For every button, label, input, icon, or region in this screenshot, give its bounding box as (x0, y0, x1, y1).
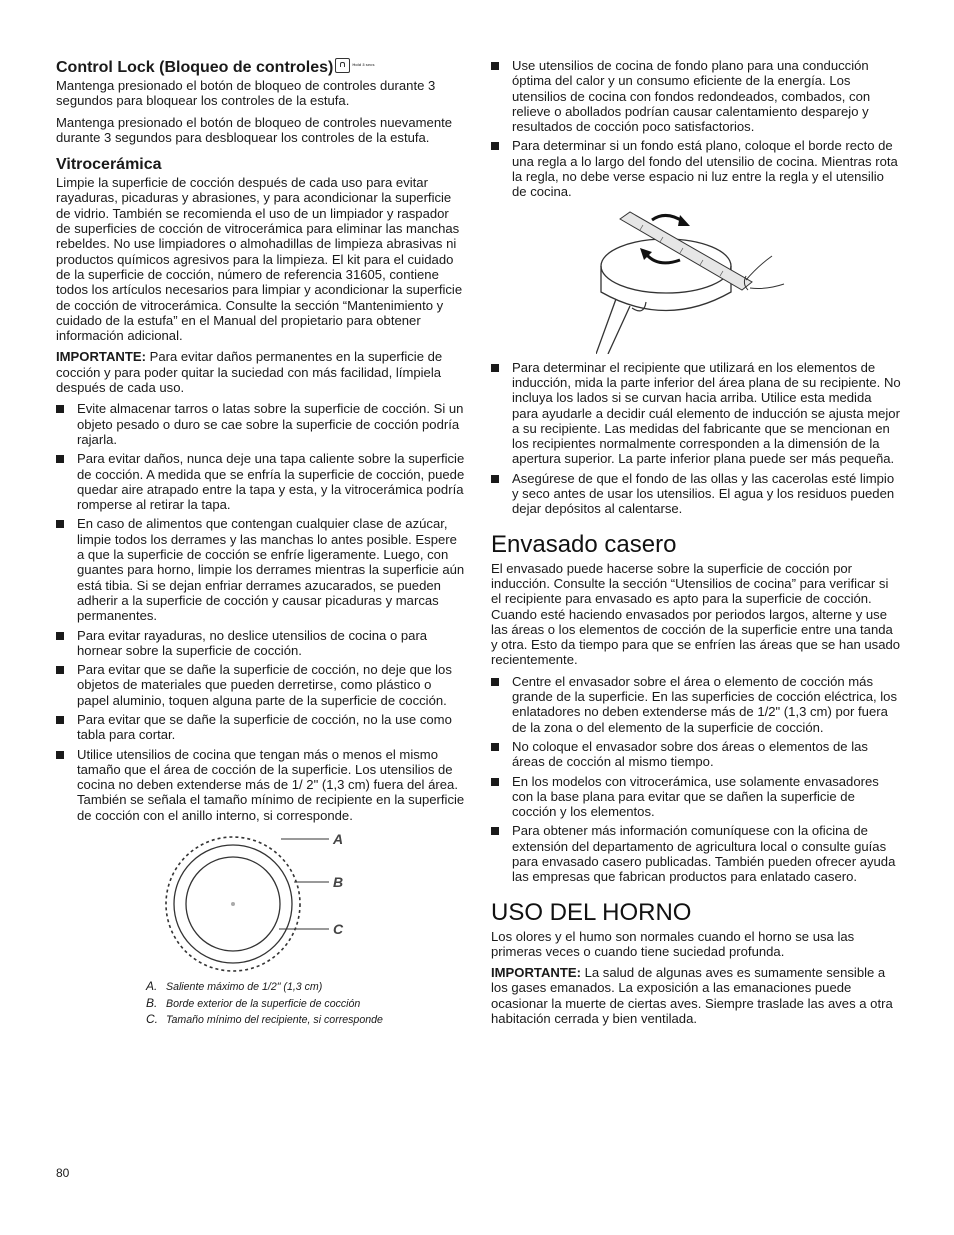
vitro-heading: Vitrocerámica (56, 156, 162, 174)
vitro-paragraph: Limpie la superficie de cocción después de cada uso para evitar rayaduras, picaduras y abrasiones, y para acondicionar la superficie de vidrio. También se recomienda el uso de un limpiador y raspador de superficies de cocción de vitrocerámica para eliminar las manchas rebeldes. No use limpiadores o almohadillas de limpieza abrasivas ni productos químicos agresivos para la limpieza. El kit para el cuidado de la superficie de cocción, número de referencia 31605, contiene todos los artículos necesarios para limpiar y acondicionar la superficie de cocción de vitrocerámica. Consulte la sección “Mantenimiento y cuidado de la estufa” en el Manual del propietario para obtener información adicional. (56, 175, 463, 344)
ruler-figure (491, 204, 901, 354)
list-item: Asegúrese de que el fondo de las ollas y las cacerolas esté limpio y seco antes de usar los utensilios. El agua y los residuos pueden dejar depósitos al calentarse. (491, 471, 901, 517)
caption-b: B. Borde exterior de la superficie de cocción (146, 995, 361, 1010)
cookware-bullet-list (491, 58, 901, 200)
list-item: Para evitar rayaduras, no deslice utensilios de cocina o para hornear sobre la superficie de cocción. (56, 628, 466, 659)
right-column (491, 58, 901, 1032)
caption-a: A. Saliente máximo de 1/2" (1,3 cm) (146, 979, 323, 994)
list-item: No coloque el envasador sobre dos áreas o elementos de las áreas de cocción al mismo tiempo. (491, 739, 901, 770)
list-item: En los modelos con vitrocerámica, use solamente envasadores con la base plana para evitar que se dañen la superficie de cocción y los elementos. (491, 774, 901, 820)
list-item: Utilice utensilios de cocina que tengan más o menos el mismo tamaño que el área de cocción de la superficie. Los utensilios de cocina no deben extenderse más de 1/ 2" (1,3 cm) fuera del área. También se señala el tamaño mínimo de recipiente en la superficie de cocción con el anillo interno, si corresponde. (56, 747, 466, 823)
control-lock-paragraph-1: Mantenga presionado el botón de bloqueo de controles durante 3 segundos para bloquear los controles de la estufa. (56, 78, 436, 109)
list-item: Centre el envasador sobre el área o elemento de cocción más grande de la superficie. En las superficies de cocción eléctrica, los enlatadores no deben extenderse más de 1/2" (1,3 cm) por fuera de la zona o del elemento de la superficie de cocción. (491, 674, 901, 735)
oven-paragraph: Los olores y el humo son normales cuando el horno se usa las primeras veces o cuando tiene suciedad profunda. (491, 928, 855, 959)
oven-important: IMPORTANTE: La salud de algunas aves es sumamente sensible a los gases emanados. La exposición a las emanaciones puede ocasionar la muerte de ciertas aves. Siempre traslade las aves a otra habitación cerrada y bien ventilada. (491, 965, 893, 1027)
control-lock-heading: Control Lock (Bloqueo de controles) $^{Hold 3 secs}$ (56, 59, 375, 76)
list-item: Evite almacenar tarros o latas sobre la superficie de cocción. Si un objeto pesado o duro se cae sobre la superficie de cocción podría rajarla. (56, 401, 466, 447)
cooking-area-figure (56, 827, 466, 1029)
induction-bullet-list (491, 360, 901, 517)
list-item: Para evitar que se dañe la superficie de cocción, no deje que los objetos de materiales que pueden derretirse, como plástico o papel aluminio, toquen alguna parte de la superficie de cocción. (56, 662, 466, 708)
figure-label-c: C (333, 921, 344, 938)
caption-c: C. Tamaño mínimo del recipiente, si corresponde (146, 1012, 383, 1027)
ruler-on-pan-illustration (596, 204, 796, 354)
page-number: 80 (56, 1166, 70, 1180)
left-column (56, 55, 466, 1029)
lock-icon-caption: Hold 3 secs (352, 62, 375, 67)
list-item: Para obtener más información comuníquese con la oficina de extensión del departamento de agricultura local o consulte guías para envasado casero publicadas. También pueden ofrecer ayuda las empresas que fabrican productos para enlatado casero. (491, 823, 901, 884)
vitro-important: IMPORTANTE: Para evitar daños permanentes en la superficie de cocción y para poder quitar la suciedad con más facilidad, límpiela después de cada uso. (56, 349, 443, 396)
figure-label-b: B (333, 874, 344, 891)
list-item: Para evitar que se dañe la superficie de cocción, no la use como tabla para cortar. (56, 712, 466, 743)
cooking-area-diagram (161, 827, 361, 977)
figure-label-a: A (333, 831, 344, 848)
list-item: Para determinar si un fondo está plano, coloque el borde recto de una regla a lo largo del fondo del utensilio de cocina. Mientras rota la regla, no debe verse espacio ni luz entre la regla y el utensilio de cocina. (491, 138, 901, 199)
vitro-bullet-list (56, 401, 466, 823)
control-lock-paragraph-2: Mantenga presionado el botón de bloqueo de controles nuevamente durante 3 segundos para desbloquear los controles de la estufa. (56, 114, 453, 145)
list-item: En caso de alimentos que contengan cualquier clase de azúcar, limpie todos los derrames y las manchas lo antes posible. Espere a que la superficie de cocción se enfríe ligeramente. Luego, con guantes para horno, limpie los derrames mientras la superficie aún está tibia. Si se dejan enfriar derrames azucarados, se pueden adherir a la superficie de cocción y causar picaduras y marcas permanentes. (56, 516, 466, 623)
canning-bullet-list (491, 674, 901, 885)
canning-paragraph: El envasado puede hacerse sobre la superficie de cocción por inducción. Consulte la sección “Utensilios de cocina” para verificar si el recipiente para envasado es apto para la superficie de cocción. Cuando esté haciendo envasados por periodos largos, alterne y use las áreas o los elementos de cocción de la superficie entre una tanda y otra. Esto da tiempo para que se enfríen las áreas que se han usado recientemente. (491, 560, 901, 668)
lock-icon (335, 58, 350, 73)
list-item: Para determinar el recipiente que utilizará en los elementos de inducción, mida la parte inferior del área plana de su recipiente. No incluya los lados si se curvan hacia arriba. Utilice esta medida para ayudarle a decidir cuál elemento de inducción se ajusta mejor a su recipiente. Las medidas del fabricante que se mencionan en los recipientes normalmente corresponden a la dimensión de la apertura superior. La parte inferior plana puede ser más pequeña. (491, 360, 901, 467)
canning-heading: Envasado casero (491, 530, 677, 558)
oven-heading: USO DEL HORNO (491, 898, 692, 926)
list-item: Para evitar daños, nunca deje una tapa caliente sobre la superficie de cocción. A medida que se enfría la superficie de cocción, puede quedar aire atrapado entre la tapa y esta, y la vitrocerámica podría romperse al retirar la tapa. (56, 451, 466, 512)
figure-captions (146, 979, 466, 1029)
list-item: Use utensilios de cocina de fondo plano para una conducción óptima del calor y un consumo eficiente de la energía. Los utensilios de cocina con fondos redondeados, combados, con relieve o abollados podrían causar calentamiento desparejo y resultados de cocción poco satisfactorios. (491, 58, 901, 134)
